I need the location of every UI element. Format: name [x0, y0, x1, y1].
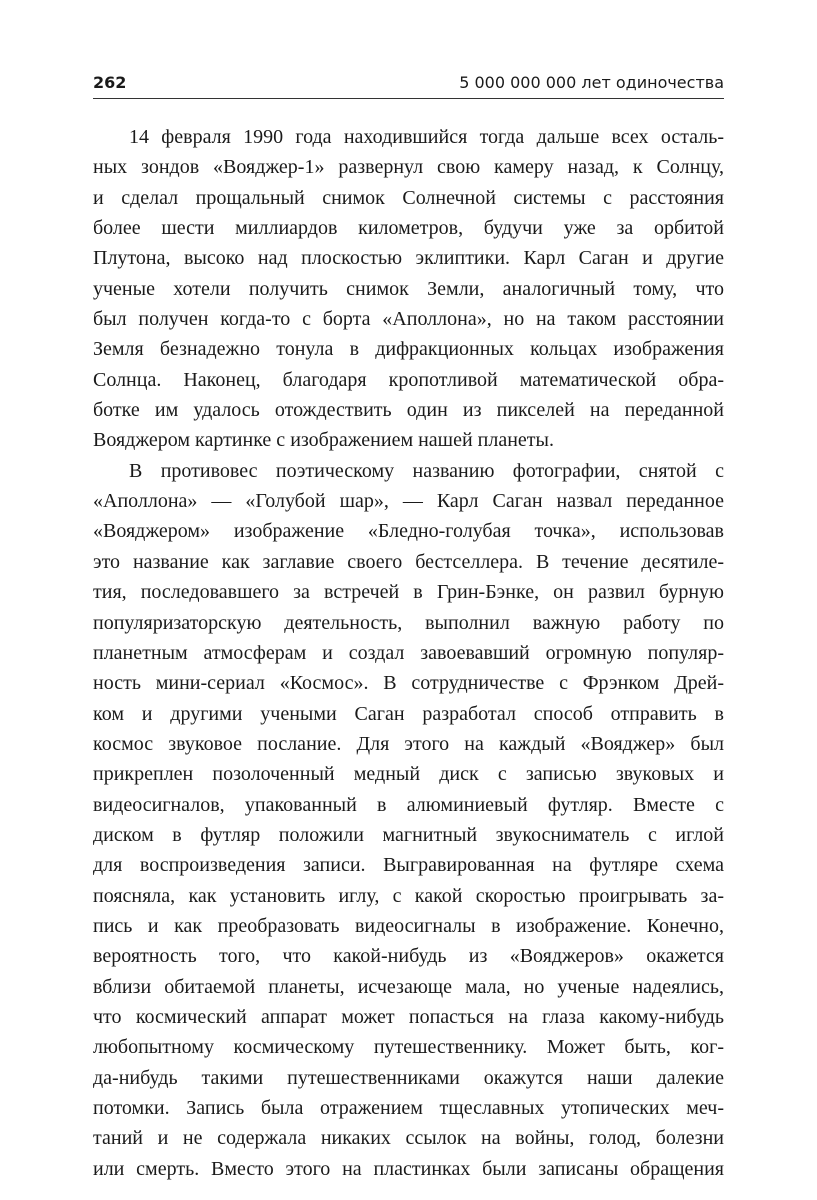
- text-line: был получен когда-то с борта «Аполлона», но на таком расстоянии: [93, 308, 724, 331]
- running-title: 5 000 000 000 лет одиночества: [459, 73, 724, 92]
- page-number: 262: [93, 73, 127, 92]
- text-line: таний и не содержала никаких ссылок на войны, голод, болезни: [93, 1127, 724, 1150]
- text-line: тия, последовавшего за встречей в Грин-Бэнке, он развил бурную: [93, 581, 724, 604]
- text-line: космос звуковое послание. Для этого на каждый «Вояджер» был: [93, 732, 724, 755]
- text-line: Плутона, высоко над плоскостью эклиптики. Карл Саган и другие: [93, 247, 724, 270]
- running-header: [93, 70, 724, 99]
- text-line: В противовес поэтическому названию фотографии, снятой с: [129, 459, 724, 482]
- text-line: «Вояджером» изображение «Бледно-голубая точка», использовав: [93, 520, 724, 543]
- paragraph-1: [93, 122, 724, 456]
- text-line: ком и другими учеными Саган разработал способ отправить в: [93, 702, 724, 725]
- text-line: видеосигналов, упакованный в алюминиевый футляр. Вместе с: [93, 793, 724, 816]
- text-line: прикреплен позолоченный медный диск с записью звуковых и: [93, 763, 724, 786]
- text-line: Вояджером картинке с изображением нашей планеты.: [93, 429, 554, 452]
- text-line: Солнца. Наконец, благодаря кропотливой математической обра-: [93, 368, 724, 391]
- paragraph-2: [93, 456, 724, 1184]
- text-line: более шести миллиардов километров, будучи уже за орбитой: [93, 217, 724, 240]
- text-line: диском в футляр положили магнитный звукосниматель с иглой: [93, 823, 724, 846]
- text-line: это название как заглавие своего бестселлера. В течение десятиле-: [93, 550, 724, 573]
- text-line: ученые хотели получить снимок Земли, аналогичный тому, что: [93, 277, 724, 300]
- text-line: ботке им удалось отождествить один из пикселей на переданной: [93, 399, 724, 422]
- text-line: вблизи обитаемой планеты, исчезающе мала, но ученые надеялись,: [93, 975, 724, 998]
- text-line: да-нибудь такими путешественниками окажутся наши далекие: [93, 1066, 724, 1089]
- text-line: потомки. Запись была отражением тщеславных утопических меч-: [93, 1097, 724, 1119]
- text-line: ность мини-сериал «Космос». В сотрудничестве с Фрэнком Дрей-: [93, 672, 724, 695]
- body-text: [93, 122, 724, 1184]
- text-line: любопытному космическому путешественнику. Может быть, ког-: [93, 1036, 724, 1059]
- text-line: и сделал прощальный снимок Солнечной системы с расстояния: [93, 186, 724, 209]
- text-line: 14 февраля 1990 года находившийся тогда дальше всех осталь-: [129, 126, 724, 148]
- text-line: ных зондов «Вояджер-1» развернул свою камеру назад, к Солнцу,: [93, 156, 724, 179]
- text-line: Земля безнадежно тонула в дифракционных кольцах изображения: [93, 338, 724, 361]
- text-line: или смерть. Вместо этого на пластинках были записаны обращения: [93, 1157, 724, 1180]
- text-line: популяризаторскую деятельность, выполнил важную работу по: [93, 611, 724, 634]
- text-line: для воспроизведения записи. Выгравированная на футляре схема: [93, 854, 724, 877]
- text-line: пись и как преобразовать видеосигналы в изображение. Конечно,: [93, 914, 724, 937]
- text-line: поясняла, как установить иглу, с какой скоростью проигрывать за-: [93, 884, 724, 907]
- text-line: что космический аппарат может попасться на глаза какому-нибудь: [93, 1005, 724, 1028]
- text-line: вероятность того, что какой-нибудь из «Вояджеров» окажется: [93, 945, 724, 968]
- text-line: планетным атмосферам и создал завоевавший огромную популяр-: [93, 641, 724, 664]
- text-line: «Аполлона» — «Голубой шар», — Карл Саган назвал переданное: [93, 490, 724, 513]
